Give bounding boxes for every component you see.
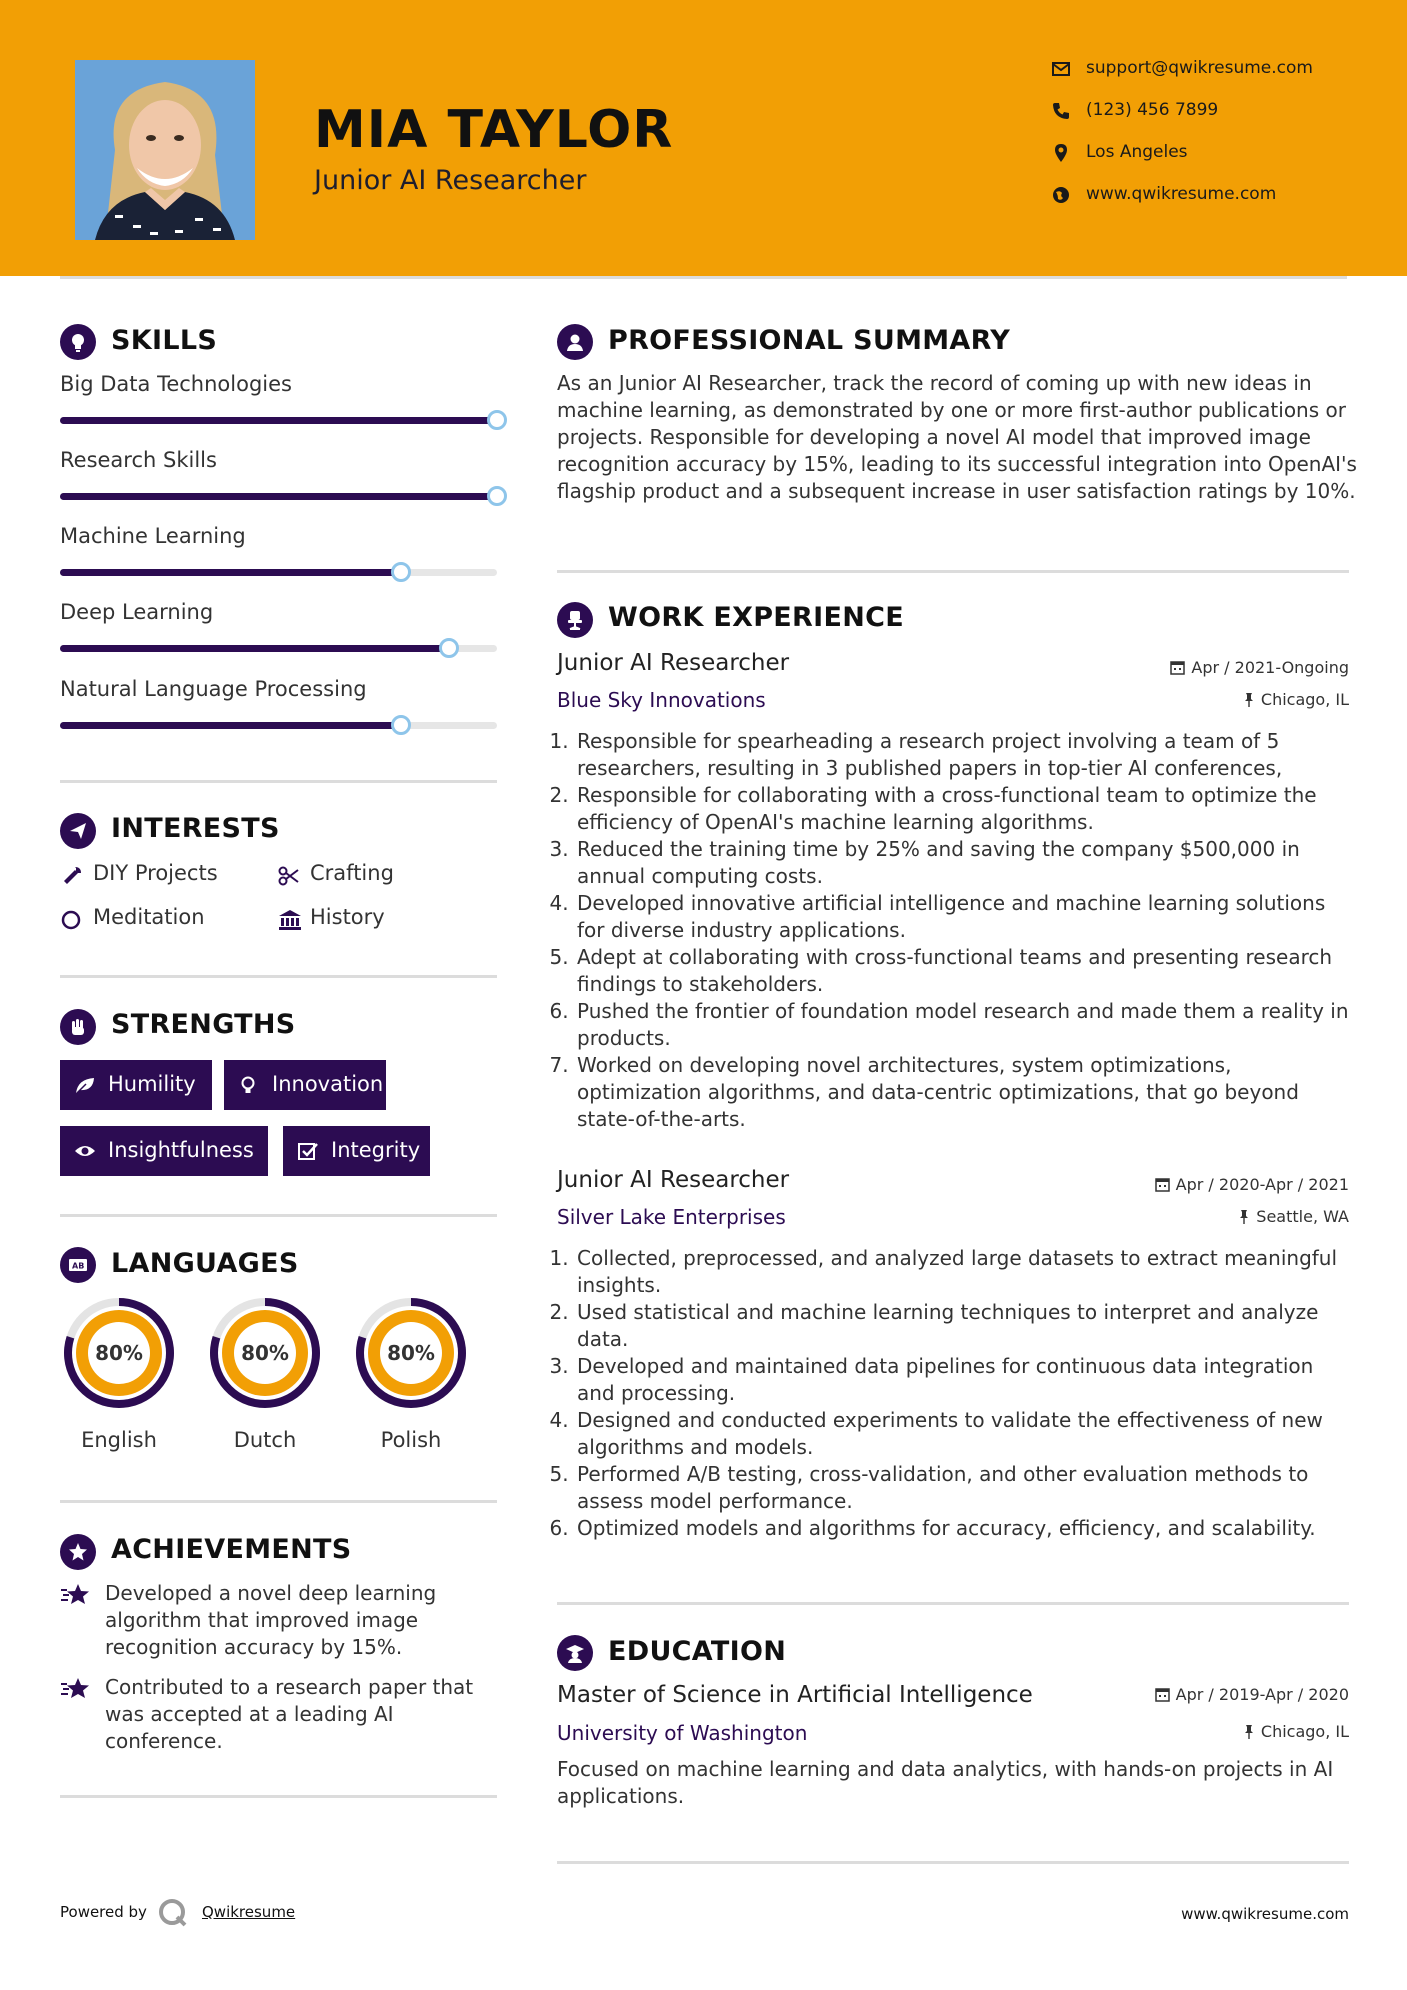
eye-icon — [74, 1141, 96, 1161]
summary-heading: PROFESSIONAL SUMMARY — [608, 325, 1011, 356]
skill-bar-fill — [60, 417, 497, 424]
summary-text: As an Junior AI Researcher, track the record of coming up with new ideas in machine learning, as demonstrated by one or more first-author publications or projects. Responsible for developing a novel AI model that improved image recognition accuracy by 15%, leading to its successful integration into OpenAI's flagship product and a subsequent increase in user satisfaction ratings by 10%. — [557, 371, 1357, 503]
calendar-icon — [1155, 1177, 1170, 1192]
contact-website-text: www.qwikresume.com — [1086, 184, 1277, 204]
powered-by-label: Powered by — [60, 1903, 147, 1921]
strength-badge — [60, 1060, 212, 1110]
section-divider — [60, 1795, 497, 1798]
globe-icon — [1050, 184, 1072, 206]
skill-bar-knob — [439, 638, 459, 658]
job-title: Junior AI Researcher — [557, 650, 790, 676]
job-bullet: 1. Responsible for spearheading a research project involving a team of 5 researchers, resulting in 3 published papers in top-tier AI conferences, — [575, 728, 1357, 782]
skill-bar-fill — [60, 493, 497, 500]
skill-label: Research Skills — [60, 448, 217, 472]
skill-bar-knob — [391, 562, 411, 582]
star-icon — [60, 1582, 92, 1608]
calendar-icon — [1155, 1687, 1170, 1702]
job-location — [1243, 690, 1349, 709]
interest-label: Meditation — [93, 905, 205, 929]
job-bullet: 2. Responsible for collaborating with a cross-functional team to optimize the efficiency of OpenAI's machine learning algorithms. — [575, 782, 1357, 836]
section-divider — [60, 1214, 497, 1217]
achievements-heading: ACHIEVEMENTS — [111, 1534, 352, 1565]
interest-label: Crafting — [310, 861, 394, 885]
strength-label: Humility — [108, 1072, 196, 1096]
achievement-text: Developed a novel deep learning algorithm that improved image recognition accuracy by 15%. — [105, 1581, 437, 1659]
language-ring — [350, 1292, 472, 1414]
section-divider — [557, 570, 1349, 573]
job-bullet: 4. Designed and conducted experiments to validate the effectiveness of new algorithms and models. — [575, 1407, 1357, 1461]
calendar-icon — [1170, 660, 1185, 675]
job-bullet: 5. Adept at collaborating with cross-functional teams and presenting research findings to stakeholders. — [575, 944, 1357, 998]
experience-heading: WORK EXPERIENCE — [608, 602, 904, 633]
header-divider — [60, 276, 1347, 279]
education-location-text: Chicago, IL — [1260, 1722, 1349, 1741]
skill-bar-fill — [60, 645, 449, 652]
job-bullet: 3. Reduced the training time by 25% and saving the company $500,000 in annual computing costs. — [575, 836, 1357, 890]
skills-heading: SKILLS — [111, 325, 218, 356]
job-location-text: Chicago, IL — [1260, 690, 1349, 709]
contact-phone-text: (123) 456 7899 — [1086, 100, 1219, 120]
education-dates — [1155, 1685, 1349, 1704]
job-bullets — [557, 1245, 1357, 1542]
candidate-name: MIA TAYLOR — [314, 100, 674, 160]
job-location-text: Seattle, WA — [1256, 1207, 1349, 1226]
contact-location-text: Los Angeles — [1086, 142, 1188, 162]
map-pin-icon — [1050, 142, 1072, 164]
company-name: Silver Lake Enterprises — [557, 1205, 786, 1229]
job-bullet: 4. Developed innovative artificial intelligence and machine learning solutions for diverse industry applications. — [575, 890, 1357, 944]
user-icon — [557, 324, 593, 360]
strength-label: Insightfulness — [108, 1138, 254, 1162]
language-ring — [58, 1292, 180, 1414]
skill-bar-knob — [391, 715, 411, 735]
strength-label: Innovation — [272, 1072, 384, 1096]
achievement-item — [60, 1674, 500, 1755]
interests-heading: INTERESTS — [111, 813, 280, 844]
language-percent: 80% — [387, 1341, 435, 1365]
language-icon — [60, 1247, 96, 1283]
bank-icon — [277, 908, 303, 932]
skill-bar — [60, 645, 497, 652]
skill-bar-fill — [60, 569, 401, 576]
scissors-icon — [277, 864, 301, 888]
job-bullet: 7. Worked on developing novel architectures, system optimizations, optimization algorithms, and data-centric optimizations, that go beyond state-of-the-arts. — [575, 1052, 1357, 1133]
star-icon — [60, 1676, 92, 1702]
strength-badge — [283, 1126, 430, 1176]
company-name: Blue Sky Innovations — [557, 688, 766, 712]
skill-bar — [60, 722, 497, 729]
footer-website[interactable]: www.qwikresume.com — [1181, 1905, 1349, 1923]
education-description: Focused on machine learning and data analytics, with hands-on projects in AI applications. — [557, 1757, 1334, 1808]
section-divider — [60, 1500, 497, 1503]
degree-title: Master of Science in Artificial Intelligence — [557, 1682, 1033, 1708]
pushpin-icon — [1243, 692, 1255, 707]
pushpin-icon — [1238, 1209, 1250, 1224]
phone-icon — [1050, 100, 1072, 122]
pushpin-icon — [1243, 1724, 1255, 1739]
skill-bar-knob — [487, 410, 507, 430]
skill-label: Natural Language Processing — [60, 677, 367, 701]
skill-label: Big Data Technologies — [60, 372, 292, 396]
job-bullet: 2. Used statistical and machine learning techniques to interpret and analyze data. — [575, 1299, 1357, 1353]
job-bullet: 1. Collected, preprocessed, and analyzed large datasets to extract meaningful insights. — [575, 1245, 1357, 1299]
job-dates-text: Apr / 2020-Apr / 2021 — [1175, 1175, 1349, 1194]
job-bullets — [557, 728, 1357, 1133]
qwikresume-logo-icon — [157, 1897, 189, 1929]
strengths-heading: STRENGTHS — [111, 1009, 296, 1040]
language-percent: 80% — [95, 1341, 143, 1365]
interest-label: DIY Projects — [93, 861, 218, 885]
job-bullet: 6. Optimized models and algorithms for accuracy, efficiency, and scalability. — [575, 1515, 1357, 1542]
education-dates-text: Apr / 2019-Apr / 2020 — [1175, 1685, 1349, 1704]
skill-bar — [60, 417, 497, 424]
resume-header — [0, 0, 1407, 276]
achievement-item — [60, 1580, 500, 1661]
interest-label: History — [310, 905, 385, 929]
job-bullet: 3. Developed and maintained data pipelines for continuous data integration and processing. — [575, 1353, 1357, 1407]
achievement-text: Contributed to a research paper that was accepted at a leading AI conference. — [105, 1675, 474, 1753]
job-dates-text: Apr / 2021-Ongoing — [1191, 658, 1349, 677]
languages-heading: LANGUAGES — [111, 1248, 299, 1279]
job-bullet: 5. Performed A/B testing, cross-validation, and other evaluation methods to assess model performance. — [575, 1461, 1357, 1515]
job-dates — [1170, 658, 1349, 677]
skill-bar — [60, 493, 497, 500]
skill-label: Machine Learning — [60, 524, 246, 548]
skill-bar-knob — [487, 486, 507, 506]
contact-email-text: support@qwikresume.com — [1086, 58, 1313, 78]
skill-label: Deep Learning — [60, 600, 214, 624]
profile-photo — [75, 60, 255, 240]
language-percent: 80% — [241, 1341, 289, 1365]
hand-icon — [60, 1009, 96, 1045]
skill-bar-fill — [60, 722, 401, 729]
job-dates — [1155, 1175, 1349, 1194]
job-title: Junior AI Researcher — [557, 1167, 790, 1193]
strength-badge — [60, 1126, 268, 1176]
section-divider — [60, 780, 497, 783]
language-label: English — [81, 1428, 157, 1452]
lightbulb-icon — [60, 324, 96, 360]
school-name: University of Washington — [557, 1721, 808, 1745]
svg-text:AB: AB — [72, 1261, 85, 1271]
language-label: Dutch — [233, 1428, 297, 1452]
circle-icon — [60, 908, 84, 932]
section-divider — [60, 975, 497, 978]
section-divider — [557, 1861, 1349, 1864]
strength-badge — [224, 1060, 386, 1110]
education-location — [1243, 1722, 1349, 1741]
wrench-icon — [60, 864, 84, 888]
strength-label: Integrity — [331, 1138, 421, 1162]
chair-icon — [557, 602, 593, 638]
job-bullet: 6. Pushed the frontier of foundation model research and made them a reality in products. — [575, 998, 1357, 1052]
check-square-icon — [297, 1141, 319, 1161]
section-divider — [557, 1602, 1349, 1605]
candidate-title: Junior AI Researcher — [314, 165, 587, 196]
graduate-icon — [557, 1635, 593, 1671]
leaf-icon — [74, 1075, 96, 1095]
paper-plane-icon — [60, 813, 96, 849]
language-label: Polish — [380, 1428, 442, 1452]
envelope-icon — [1050, 58, 1072, 80]
language-ring — [204, 1292, 326, 1414]
job-location — [1238, 1207, 1349, 1226]
skill-bar — [60, 569, 497, 576]
star-badge-icon — [60, 1534, 96, 1570]
qwikresume-link[interactable]: Qwikresume — [202, 1903, 296, 1921]
lightbulb-icon — [238, 1075, 258, 1095]
education-heading: EDUCATION — [608, 1636, 787, 1667]
